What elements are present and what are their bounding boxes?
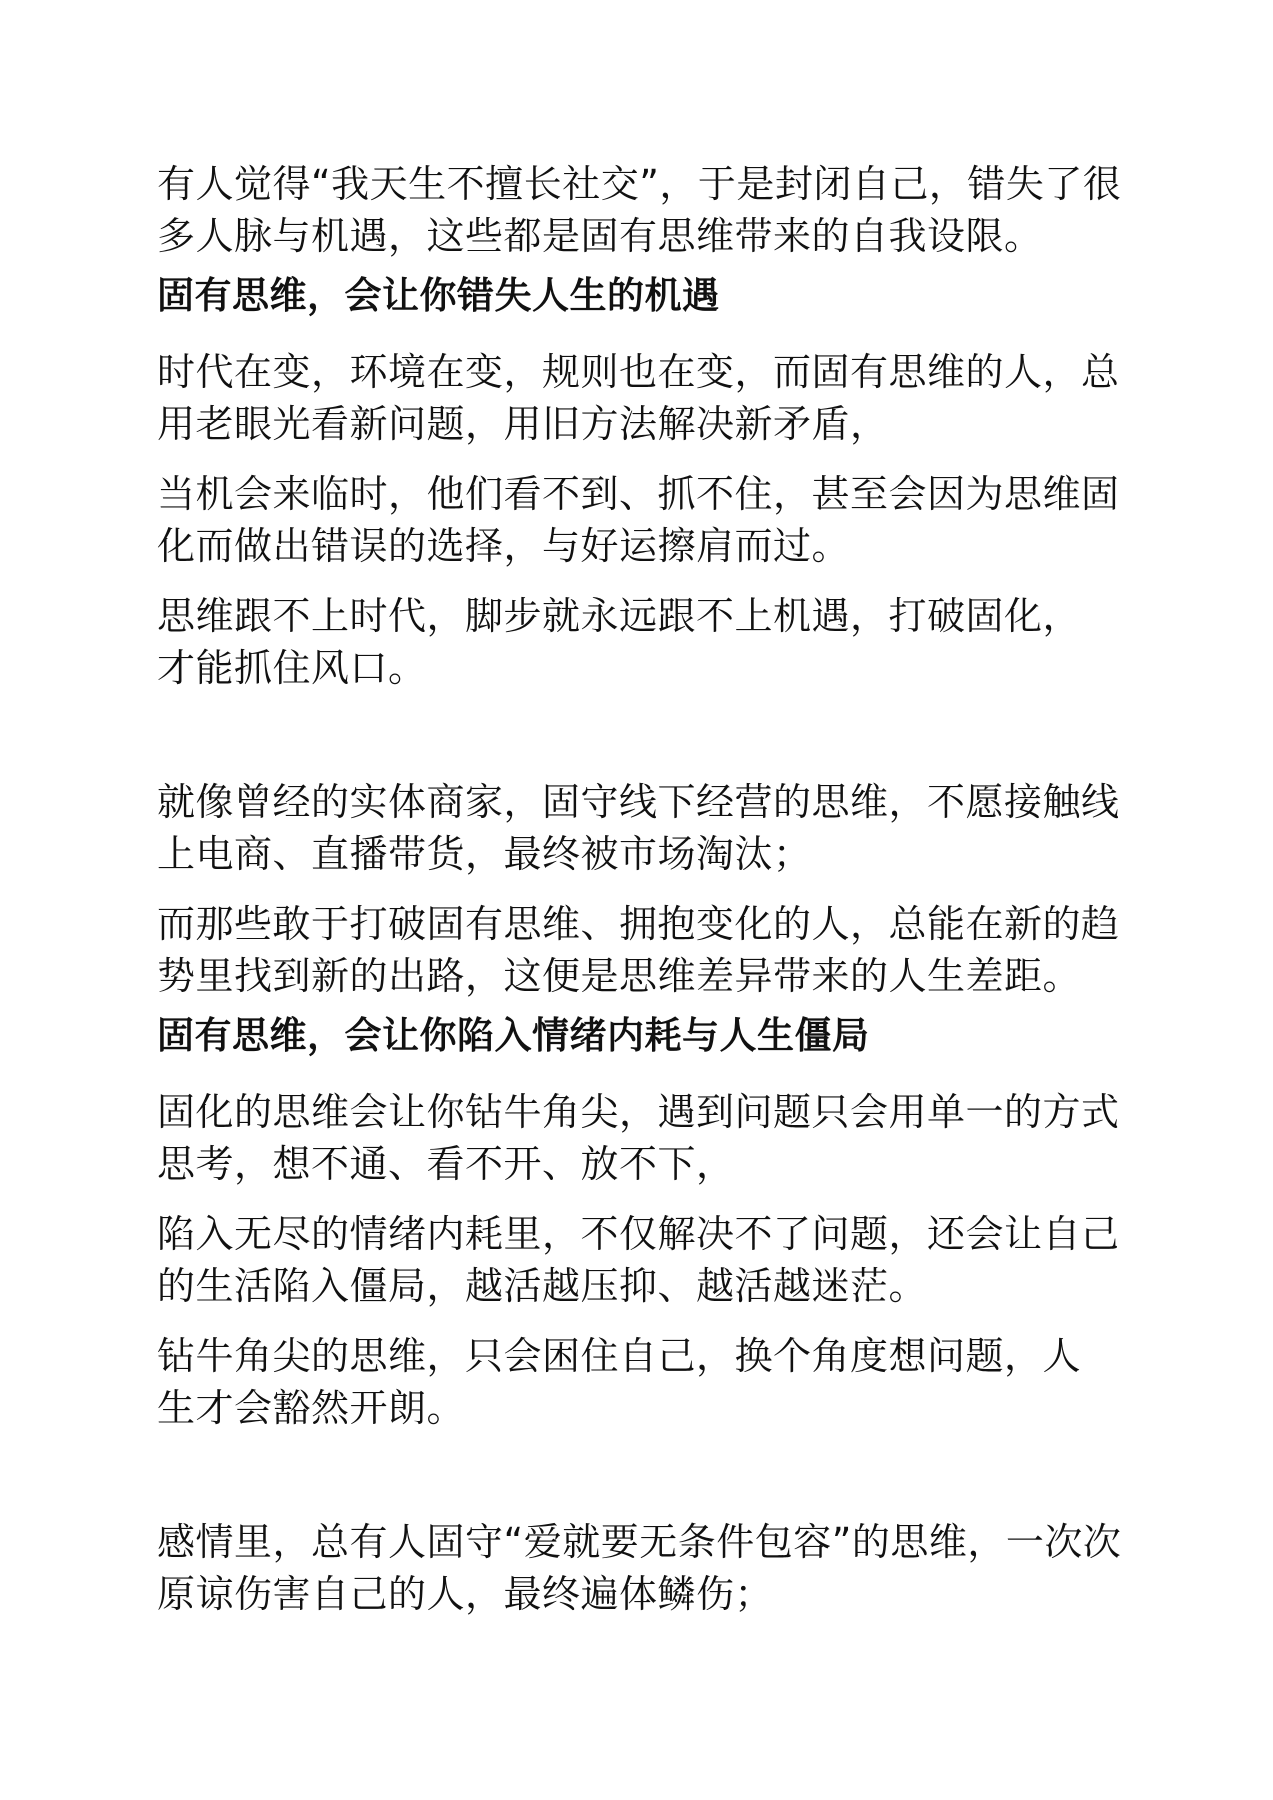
paragraph-line: 思维跟不上时代，脚步就永远跟不上机遇，打破固化， [157,594,1082,638]
paragraph-line: 当机会来临时，他们看不到、抓不住，甚至会因为思维固 [157,472,1120,516]
paragraph-line: 固化的思维会让你钻牛角尖，遇到问题只会用单一的方式 [157,1090,1120,1134]
paragraph-line: 陷入无尽的情绪内耗里，不仅解决不了问题，还会让自己 [157,1212,1120,1256]
paragraph-line: 用老眼光看新问题，用旧方法解决新矛盾， [157,402,889,446]
paragraph-line: 感情里，总有人固守“爱就要无条件包容”的思维，一次次 [157,1520,1122,1564]
paragraph-line: 多人脉与机遇，这些都是固有思维带来的自我设限。 [157,214,1043,258]
section-heading: 固有思维，会让你陷入情绪内耗与人生僵局 [157,1014,870,1057]
paragraph-line: 化而做出错误的选择，与好运擦肩而过。 [157,524,851,568]
paragraph-line: 有人觉得“我天生不擅长社交”，于是封闭自己，错失了很 [157,162,1122,206]
paragraph-line: 就像曾经的实体商家，固守线下经营的思维，不愿接触线 [157,780,1120,824]
paragraph-line: 时代在变，环境在变，规则也在变，而固有思维的人，总 [157,350,1120,394]
section-heading: 固有思维，会让你错失人生的机遇 [157,274,720,317]
paragraph-line: 才能抓住风口。 [157,646,427,690]
paragraph-line: 生才会豁然开朗。 [157,1386,466,1430]
paragraph-line: 原谅伤害自己的人，最终遍体鳞伤； [157,1572,774,1616]
paragraph-line: 钻牛角尖的思维，只会困住自己，换个角度想问题，人 [157,1334,1082,1378]
paragraph-line: 而那些敢于打破固有思维、拥抱变化的人，总能在新的趋 [157,902,1120,946]
paragraph-line: 的生活陷入僵局，越活越压抑、越活越迷茫。 [157,1264,928,1308]
paragraph-line: 上电商、直播带货，最终被市场淘汰； [157,832,812,876]
paragraph-line: 思考，想不通、看不开、放不下， [157,1142,735,1186]
paragraph-line: 势里找到新的出路，这便是思维差异带来的人生差距。 [157,954,1082,998]
